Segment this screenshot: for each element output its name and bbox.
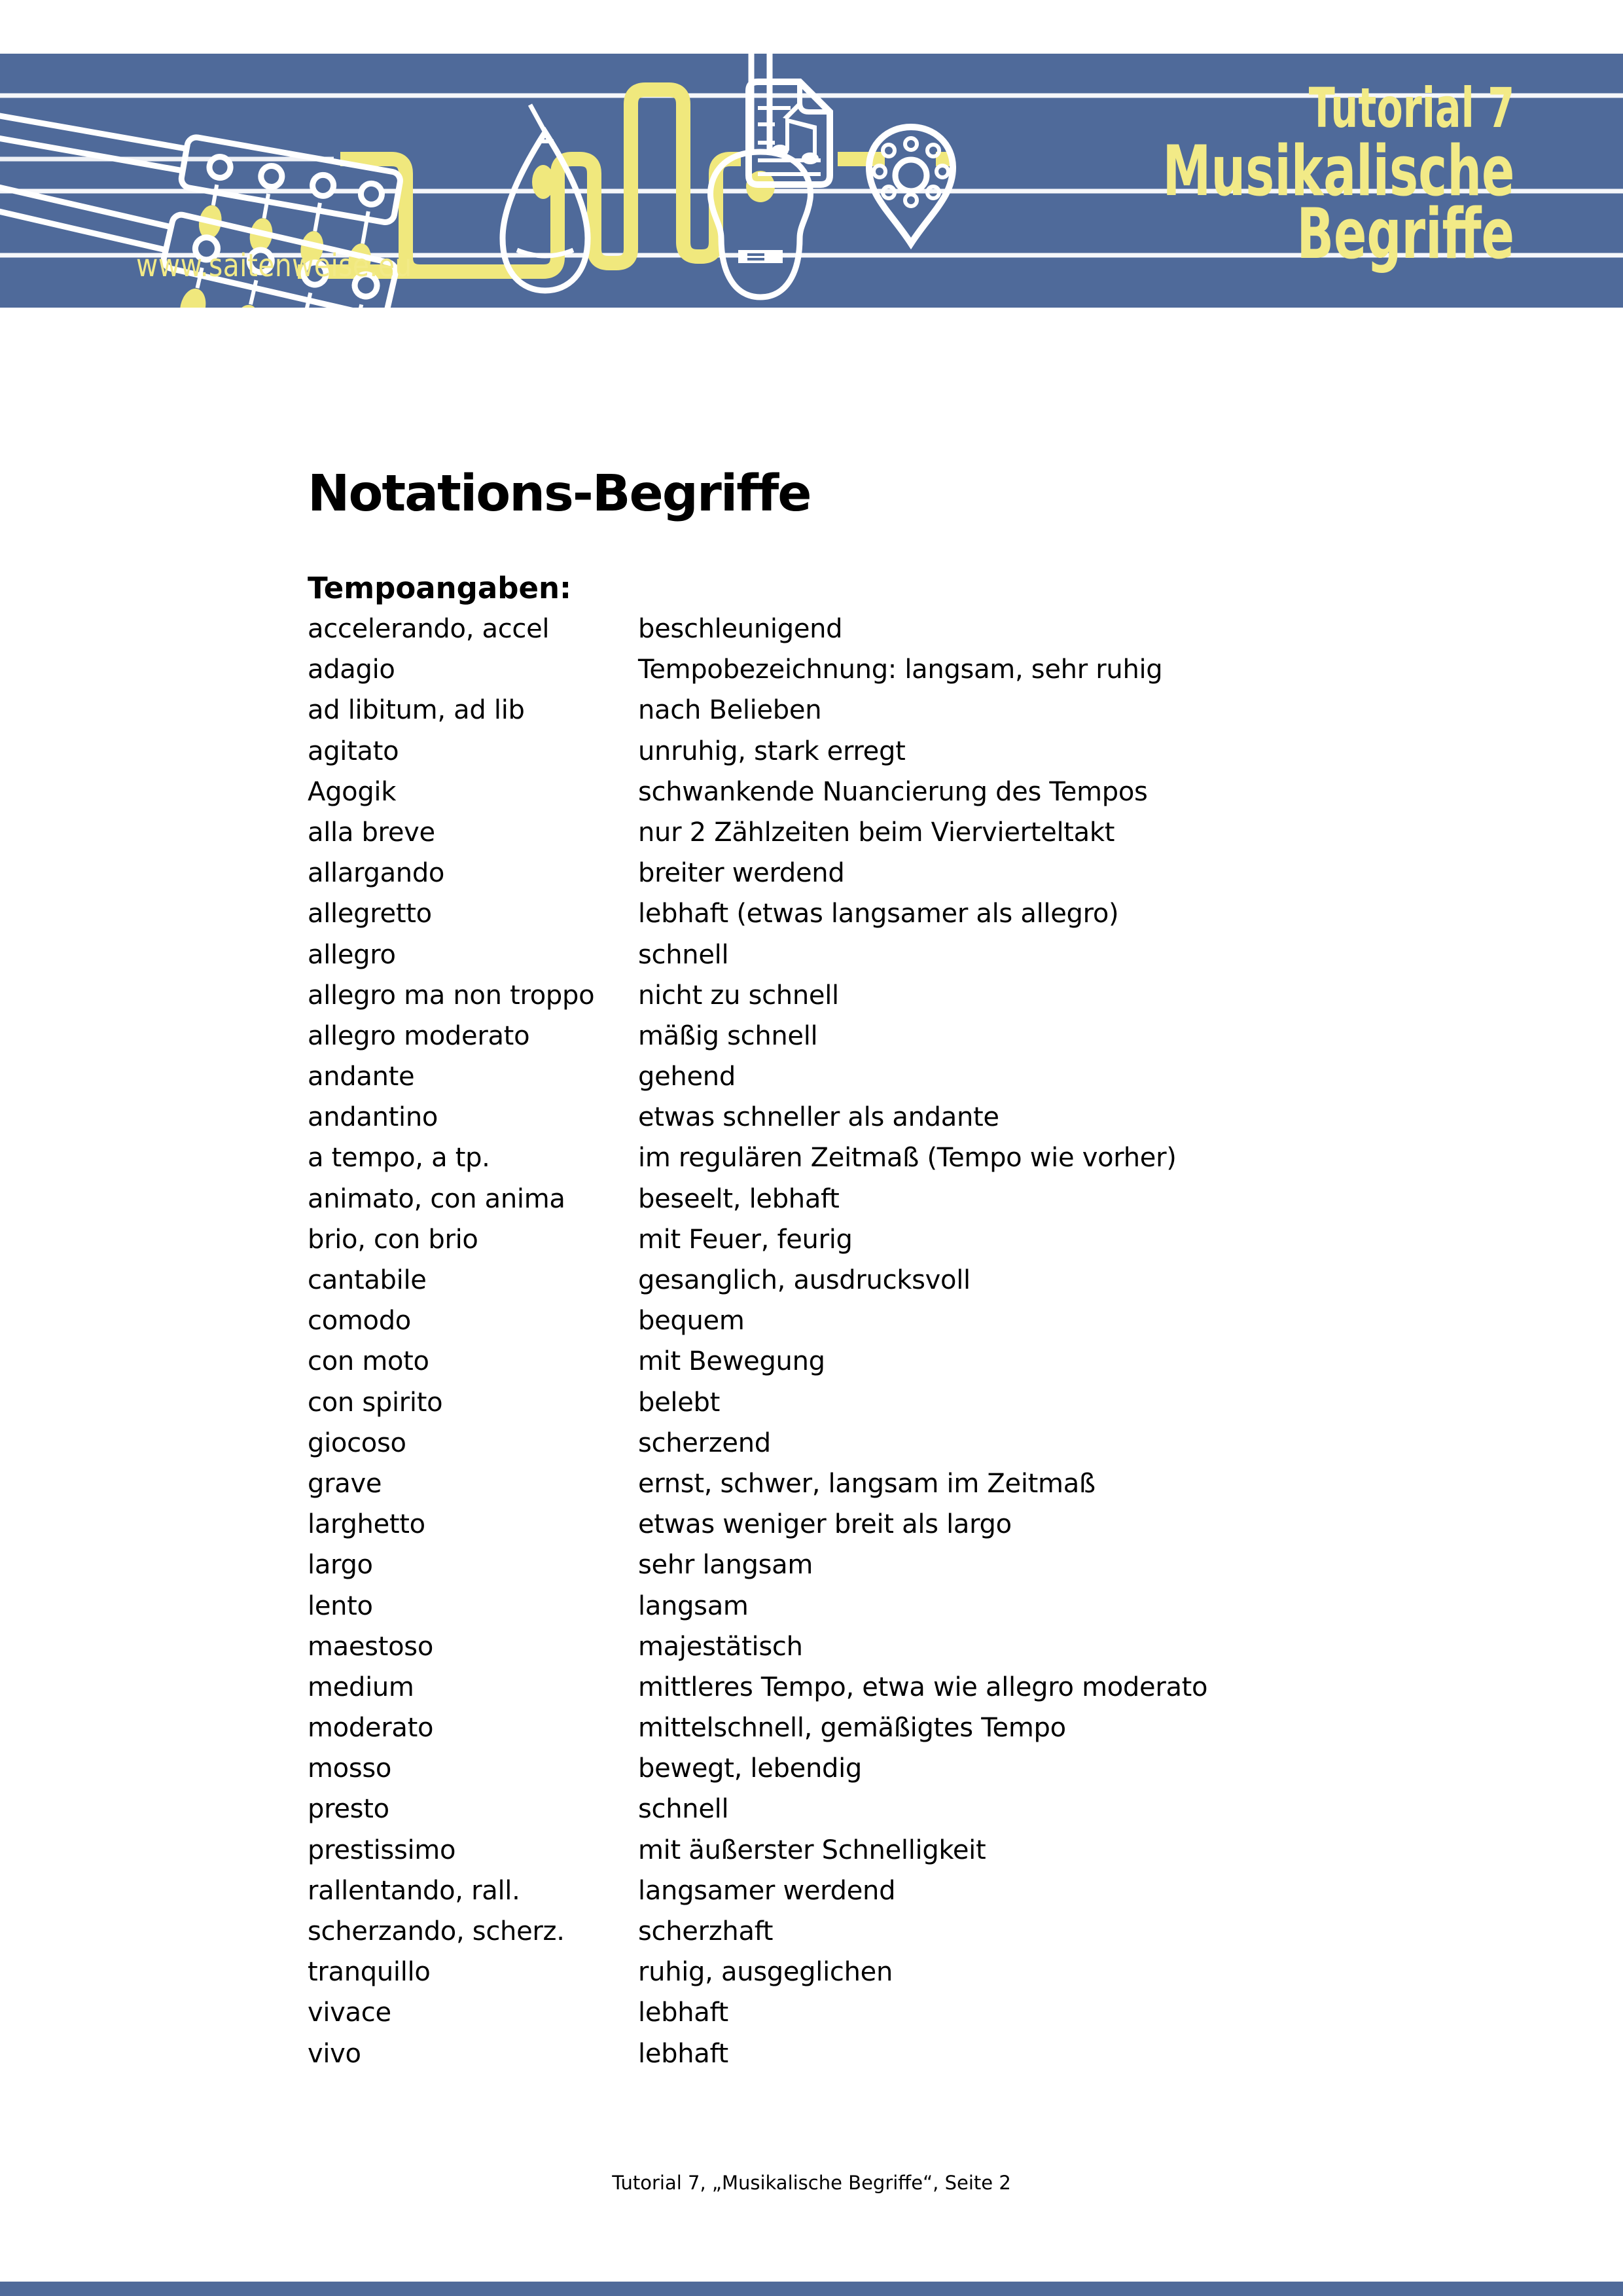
glossary-list [308, 609, 1525, 2074]
glossary-term: allegretto [308, 899, 432, 929]
glossary-term: moderato [308, 1713, 434, 1744]
glossary-definition: lebhaft (etwas langsamer als allegro) [638, 899, 1119, 929]
site-url[interactable]: www.saitenweise.eu [136, 247, 412, 284]
glossary-term: larghetto [308, 1509, 425, 1540]
glossary-row [308, 1667, 1525, 1708]
glossary-row [308, 1056, 1525, 1097]
glossary-definition: breiter werdend [638, 858, 845, 889]
header-title-line1: Musikalische [1162, 131, 1514, 211]
glossary-term: largo [308, 1550, 373, 1581]
glossary-definition: etwas weniger breit als largo [638, 1509, 1012, 1540]
glossary-term: allegro [308, 939, 396, 970]
glossary-term: Agogik [308, 776, 397, 807]
glossary-definition: bewegt, lebendig [638, 1753, 862, 1784]
glossary-row [308, 935, 1525, 975]
glossary-row [308, 1911, 1525, 1952]
glossary-row [308, 1300, 1525, 1341]
glossary-term: comodo [308, 1306, 411, 1336]
page-footer: Tutorial 7, „Musikalische Begriffe“, Seite 2 [612, 2172, 1011, 2194]
glossary-term: animato, con anima [308, 1183, 565, 1214]
glossary-row [308, 649, 1525, 690]
glossary-term: agitato [308, 736, 399, 766]
glossary-row [308, 975, 1525, 1016]
glossary-term: presto [308, 1794, 389, 1825]
glossary-definition: nach Belieben [638, 695, 822, 726]
glossary-term: allegro moderato [308, 1020, 530, 1051]
glossary-row [308, 1179, 1525, 1219]
glossary-term: con spirito [308, 1387, 443, 1418]
glossary-row [308, 853, 1525, 893]
glossary-definition: gehend [638, 1062, 736, 1092]
header-banner [0, 54, 1623, 308]
glossary-term: con moto [308, 1346, 429, 1377]
glossary-definition: ruhig, ausgeglichen [638, 1957, 893, 1988]
glossary-row [308, 1382, 1525, 1423]
glossary-term: tranquillo [308, 1957, 431, 1988]
section-label: Tempoangaben: [308, 571, 572, 605]
bottom-accent-bar [0, 2282, 1623, 2296]
glossary-row [308, 1138, 1525, 1178]
glossary-row [308, 772, 1525, 812]
glossary-term: grave [308, 1468, 382, 1499]
glossary-definition: etwas schneller als andante [638, 1102, 999, 1133]
glossary-definition: majestätisch [638, 1631, 803, 1662]
glossary-term: vivace [308, 1998, 391, 2028]
glossary-term: ad libitum, ad lib [308, 695, 525, 726]
glossary-term: allargando [308, 858, 445, 889]
glossary-term: rallentando, rall. [308, 1875, 520, 1906]
glossary-term: scherzando, scherz. [308, 1916, 565, 1946]
glossary-definition: schwankende Nuancierung des Tempos [638, 776, 1148, 807]
glossary-definition: mit Bewegung [638, 1346, 825, 1377]
glossary-term: adagio [308, 655, 395, 685]
glossary-row [308, 1992, 1525, 2033]
glossary-definition: schnell [638, 939, 729, 970]
glossary-term: alla breve [308, 817, 435, 848]
glossary-row [308, 690, 1525, 730]
glossary-row [308, 1626, 1525, 1667]
glossary-row [308, 1952, 1525, 1992]
glossary-definition: langsam [638, 1590, 749, 1621]
page-title: Notations-Begriffe [308, 465, 811, 523]
glossary-definition: nicht zu schnell [638, 980, 839, 1011]
glossary-term: medium [308, 1672, 414, 1702]
glossary-row [308, 1016, 1525, 1056]
glossary-term: maestoso [308, 1631, 433, 1662]
meander-cable [298, 90, 950, 272]
glossary-term: andante [308, 1062, 415, 1092]
glossary-definition: langsamer werdend [638, 1875, 896, 1906]
glossary-definition: lebhaft [638, 1998, 728, 2028]
glossary-term: a tempo, a tp. [308, 1143, 490, 1174]
glossary-definition: im regulären Zeitmaß (Tempo wie vorher) [638, 1143, 1177, 1174]
glossary-term: mosso [308, 1753, 392, 1784]
glossary-definition: Tempobezeichnung: langsam, sehr ruhig [638, 655, 1163, 685]
glossary-row [308, 731, 1525, 772]
lute-icon [503, 105, 588, 291]
header-tutorial-label: Tutorial 7 [1308, 76, 1514, 140]
glossary-row [308, 1708, 1525, 1748]
glossary-row [308, 1423, 1525, 1463]
glossary-row [308, 812, 1525, 853]
header-title-line2: Begriffe [1296, 194, 1514, 274]
glossary-definition: mit äußerster Schnelligkeit [638, 1835, 986, 1865]
glossary-definition: schnell [638, 1794, 729, 1825]
glossary-row [308, 1545, 1525, 1585]
glossary-row [308, 1830, 1525, 1871]
glossary-definition: belebt [638, 1387, 720, 1418]
glossary-term: andantino [308, 1102, 438, 1133]
glossary-row [308, 609, 1525, 649]
glossary-row [308, 1504, 1525, 1545]
pick-rosette-icon [869, 127, 953, 243]
glossary-row [308, 893, 1525, 934]
glossary-term: cantabile [308, 1265, 427, 1295]
glossary-term: prestissimo [308, 1835, 456, 1865]
glossary-row [308, 1871, 1525, 1911]
glossary-definition: unruhig, stark erregt [638, 736, 906, 766]
glossary-term: lento [308, 1590, 373, 1621]
glossary-definition: gesanglich, ausdrucksvoll [638, 1265, 971, 1295]
glossary-definition: ernst, schwer, langsam im Zeitmaß [638, 1468, 1096, 1499]
glossary-row [308, 1748, 1525, 1789]
glossary-term: accelerando, accel [308, 614, 550, 644]
glossary-definition: mäßig schnell [638, 1020, 818, 1051]
glossary-row [308, 1341, 1525, 1382]
glossary-term: allegro ma non troppo [308, 980, 595, 1011]
glossary-row [308, 2034, 1525, 2074]
glossary-definition: beseelt, lebhaft [638, 1183, 840, 1214]
glossary-definition: sehr langsam [638, 1550, 813, 1581]
glossary-term: brio, con brio [308, 1224, 478, 1255]
glossary-definition: nur 2 Zählzeiten beim Viervierteltakt [638, 817, 1115, 848]
glossary-row [308, 1097, 1525, 1138]
glossary-row [308, 1463, 1525, 1504]
glossary-term: giocoso [308, 1427, 406, 1458]
glossary-definition: mit Feuer, feurig [638, 1224, 853, 1255]
glossary-row [308, 1586, 1525, 1626]
glossary-definition: scherzhaft [638, 1916, 774, 1946]
glossary-row [308, 1260, 1525, 1300]
glossary-definition: bequem [638, 1306, 745, 1336]
glossary-row [308, 1789, 1525, 1829]
glossary-term: vivo [308, 2038, 361, 2069]
glossary-row [308, 1219, 1525, 1260]
glossary-definition: scherzend [638, 1427, 771, 1458]
glossary-definition: lebhaft [638, 2038, 728, 2069]
glossary-definition: beschleunigend [638, 614, 843, 644]
glossary-definition: mittelschnell, gemäßigtes Tempo [638, 1713, 1066, 1744]
glossary-definition: mittleres Tempo, etwa wie allegro moderato [638, 1672, 1208, 1702]
